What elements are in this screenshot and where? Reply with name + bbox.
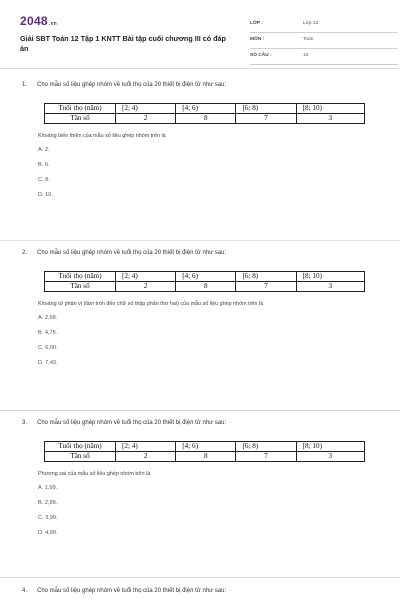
- answer-option[interactable]: D. 10.: [38, 192, 53, 198]
- answer-option[interactable]: B. 2,99.: [38, 500, 58, 506]
- answer-option[interactable]: A. 2.: [38, 147, 50, 153]
- question-intro: Cho mẫu số liệu ghép nhóm về tuổi thọ của 20 thiết bị điện tử như sau:: [37, 250, 227, 256]
- table-cell: 7: [236, 282, 296, 292]
- document-title: Giải SBT Toán 12 Tập 1 KNTT Bài tập cuối chương III có đáp án: [20, 34, 226, 53]
- table-cell: 8: [176, 452, 236, 462]
- table-row-header: Tần số: [45, 114, 116, 124]
- table-cell: [8; 10): [296, 272, 364, 282]
- question-intro: Cho mẫu số liệu ghép nhóm về tuổi thọ của 20 thiết bị điện tử như sau:: [37, 420, 227, 426]
- question-line: [22, 588, 382, 598]
- question-number: 4.: [22, 588, 28, 594]
- site-logo[interactable]: [20, 14, 57, 28]
- answer-option[interactable]: D. 4,99.: [38, 530, 58, 536]
- table-cell: [2; 4): [116, 272, 176, 282]
- table-cell: [6; 8): [236, 104, 296, 114]
- table-cell: 2: [116, 114, 176, 124]
- divider: [0, 68, 400, 69]
- table-cell: [4; 6): [176, 104, 236, 114]
- meta-row-subject: [250, 33, 398, 49]
- table-cell: [2; 4): [116, 442, 176, 452]
- divider: [0, 577, 400, 578]
- answer-option[interactable]: C. 3,99.: [38, 515, 58, 521]
- data-table: [44, 103, 365, 124]
- divider: [0, 240, 400, 241]
- meta-label: LỚP :: [250, 21, 264, 26]
- logo-text: 2048: [20, 14, 48, 28]
- meta-value: 13: [303, 53, 309, 58]
- table-cell: 8: [176, 282, 236, 292]
- question-1: [22, 82, 382, 206]
- question-line: [22, 420, 382, 430]
- table-cell: [2; 4): [116, 104, 176, 114]
- table-cell: [6; 8): [236, 442, 296, 452]
- meta-row-class: [250, 17, 398, 33]
- answer-option[interactable]: A. 2,68.: [38, 315, 58, 321]
- question-line: [22, 250, 382, 260]
- table-row-header: Tuổi thọ (năm): [45, 104, 116, 114]
- table-cell: 7: [236, 452, 296, 462]
- answer-option[interactable]: D. 7,43.: [38, 360, 58, 366]
- table-row-header: Tuổi thọ (năm): [45, 442, 116, 452]
- question-prompt: Khoảng biến thiên của mẫu số liệu ghép nhóm trên là: [38, 133, 166, 139]
- table-row-header: Tuổi thọ (năm): [45, 272, 116, 282]
- question-number: 2.: [22, 250, 28, 256]
- question-prompt: Phương sai của mẫu số liệu ghép nhóm trên là: [38, 471, 151, 477]
- question-3: [22, 420, 382, 544]
- table-cell: [8; 10): [296, 442, 364, 452]
- answer-options: [38, 146, 382, 206]
- meta-label: MÔN :: [250, 37, 265, 42]
- table-cell: 2: [116, 282, 176, 292]
- table-cell: 3: [296, 282, 364, 292]
- question-line: [22, 82, 382, 92]
- answer-option[interactable]: B. 6.: [38, 162, 50, 168]
- question-4: [22, 588, 382, 598]
- table-row-header: Tần số: [45, 452, 116, 462]
- logo-suffix: .vn: [48, 21, 58, 27]
- table-cell: 8: [176, 114, 236, 124]
- table-cell: [8; 10): [296, 104, 364, 114]
- table-cell: [4; 6): [176, 272, 236, 282]
- table-row-header: Tần số: [45, 282, 116, 292]
- answer-option[interactable]: B. 4,75.: [38, 330, 58, 336]
- question-2: [22, 250, 382, 374]
- question-prompt: Khoảng tứ phân vị (làm tròn đến chữ số thập phân thứ hai) của mẫu số liệu ghép nhóm trên là: [38, 301, 264, 307]
- table-cell: 3: [296, 114, 364, 124]
- data-table: [44, 441, 365, 462]
- question-number: 1.: [22, 82, 28, 88]
- divider: [0, 410, 400, 411]
- table-cell: [6; 8): [236, 272, 296, 282]
- answer-option[interactable]: C. 8.: [38, 177, 50, 183]
- document-meta: [250, 17, 398, 65]
- meta-label: SỐ CÂU :: [250, 53, 272, 58]
- data-table: [44, 271, 365, 292]
- answer-options: [38, 314, 382, 374]
- document-header: [20, 12, 380, 62]
- answer-options: [38, 484, 382, 544]
- question-intro: Cho mẫu số liệu ghép nhóm về tuổi thọ của 20 thiết bị điện tử như sau:: [37, 588, 227, 594]
- meta-value: Toán: [303, 37, 314, 42]
- answer-option[interactable]: C. 6,00.: [38, 345, 58, 351]
- table-cell: [4; 6): [176, 442, 236, 452]
- answer-option[interactable]: A. 1,99.: [38, 485, 58, 491]
- question-number: 3.: [22, 420, 28, 426]
- table-cell: 7: [236, 114, 296, 124]
- meta-row-question-count: [250, 49, 398, 65]
- table-cell: 2: [116, 452, 176, 462]
- table-cell: 3: [296, 452, 364, 462]
- question-intro: Cho mẫu số liệu ghép nhóm về tuổi thọ của 20 thiết bị điện tử như sau:: [37, 82, 227, 88]
- meta-value: Lớp 12: [303, 21, 319, 26]
